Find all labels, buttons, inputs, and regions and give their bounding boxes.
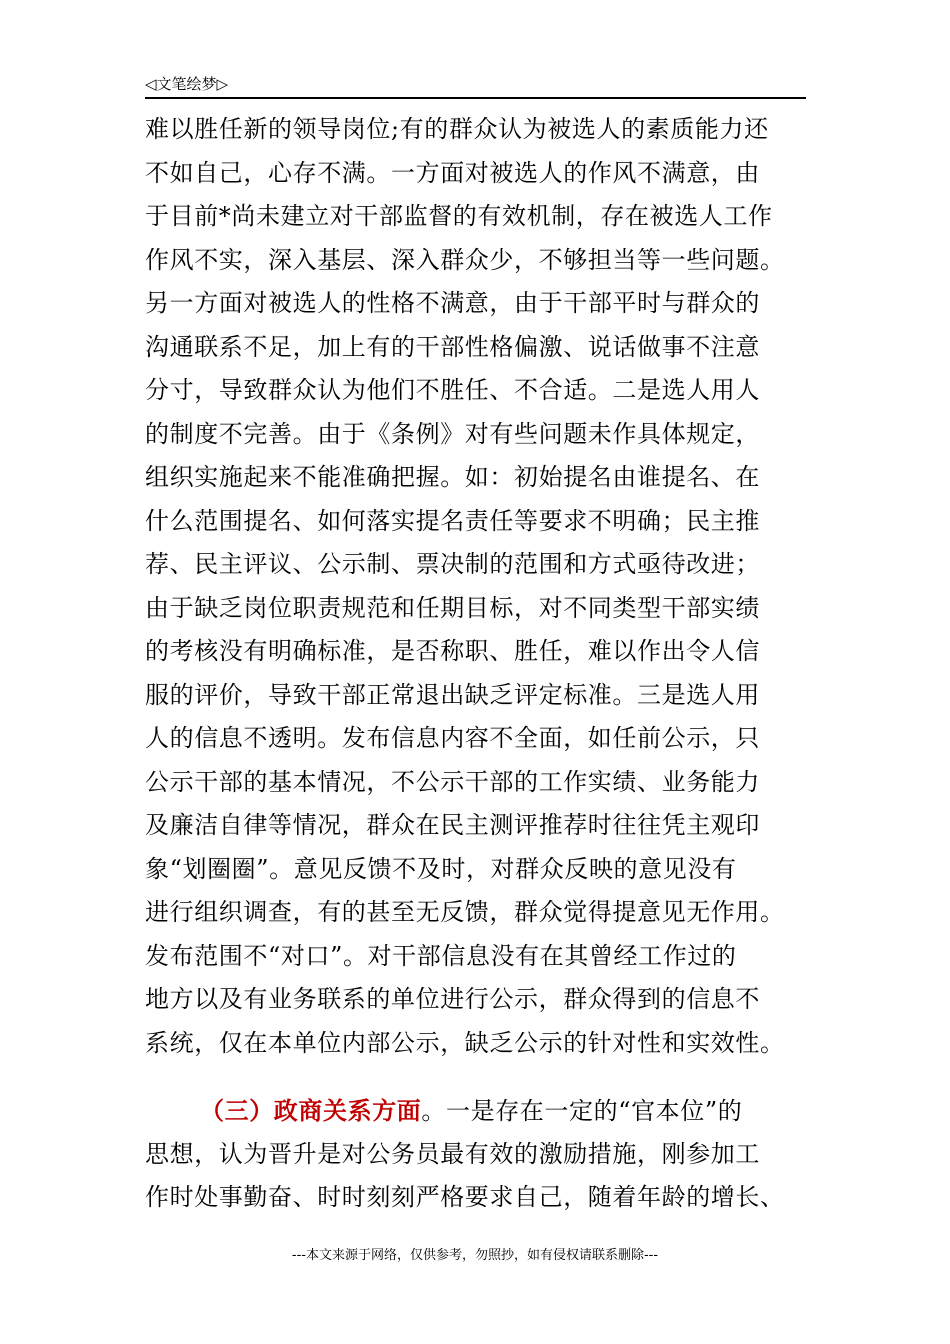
text-line: 什么范围提名、如何落实提名责任等要求不明确；民主推 (145, 506, 760, 535)
footer-disclaimer: ---本文来源于网络，仅供参考，勿照抄，如有侵权请联系删除--- (291, 1248, 659, 1263)
paragraph-gap (145, 1065, 810, 1089)
text-line: 人的信息不透明。发布信息内容不全面，如任前公示，只 (145, 724, 760, 752)
page-footer (0, 1247, 950, 1265)
document-header (145, 74, 805, 94)
text-line: 公示干部的基本情况，不公示干部的工作实绩、业务能力 (145, 767, 760, 796)
text-line: 另一方面对被选人的性格不满意，由于干部平时与群众的 (145, 289, 760, 317)
text-line: 的考核没有明确标准，是否称职、胜任，难以作出令人信 (145, 637, 760, 665)
text-line: 思想，认为晋升是对公务员最有效的激励措施，刚参加工 (145, 1139, 760, 1168)
text-line: 于目前*尚未建立对干部监督的有效机制，存在被选人工作 (145, 202, 773, 230)
text-line: 系统，仅在本单位内部公示，缺乏公示的针对性和实效性。 (145, 1028, 785, 1057)
text-line: 不如自己，心存不满。一方面对被选人的作风不满意，由 (145, 158, 760, 187)
document-body (145, 108, 810, 1220)
text-line: 组织实施起来不能准确把握。如：初始提名由谁提名、在 (145, 463, 760, 491)
text-line: 服的评价，导致干部正常退出缺乏评定标准。三是选人用 (145, 680, 760, 709)
text-line: 及廉洁自律等情况，群众在民主测评推荐时往往凭主观印 (145, 811, 760, 839)
text-line: 沟通联系不足，加上有的干部性格偏激、说话做事不注意 (145, 332, 760, 361)
text-line: 发布范围不“对口”。对干部信息没有在其曾经工作过的 (145, 941, 737, 970)
text-line: 进行组织调查，有的甚至无反馈，群众觉得提意见无作用。 (145, 898, 785, 926)
text-line: 荐、民主评议、公示制、票决制的范围和方式亟待改进； (145, 550, 760, 578)
heading-continuation: 。一是存在一定的“官本位”的 (421, 1097, 743, 1125)
text-line: 由于缺乏岗位职责规范和任期目标，对不同类型干部实绩 (145, 593, 760, 622)
paragraph-government-business (145, 1089, 810, 1220)
text-line: 分寸，导致群众认为他们不胜任、不合适。二是选人用人 (145, 376, 760, 404)
text-line: 象“划圈圈”。意见反馈不及时，对群众反映的意见没有 (145, 854, 737, 883)
section-heading: （三）政商关系方面 (200, 1096, 422, 1125)
text-line: 作风不实，深入基层、深入群众少，不够担当等一些问题。 (145, 245, 785, 274)
paragraph-selection-issues (145, 108, 810, 1065)
header-divider (145, 97, 806, 99)
text-line: 难以胜任新的领导岗位;有的群众认为被选人的素质能力还 (145, 115, 769, 143)
text-line: 作时处事勤奋、时时刻刻严格要求自己，随着年龄的增长、 (145, 1183, 785, 1211)
text-line: 的制度不完善。由于《条例》对有些问题未作具体规定， (145, 419, 760, 448)
text-line: 地方以及有业务联系的单位进行公示，群众得到的信息不 (145, 985, 760, 1013)
header-logo-text: ◁文笔绘梦▷ (145, 75, 229, 93)
paragraph-first-line (145, 1089, 810, 1133)
